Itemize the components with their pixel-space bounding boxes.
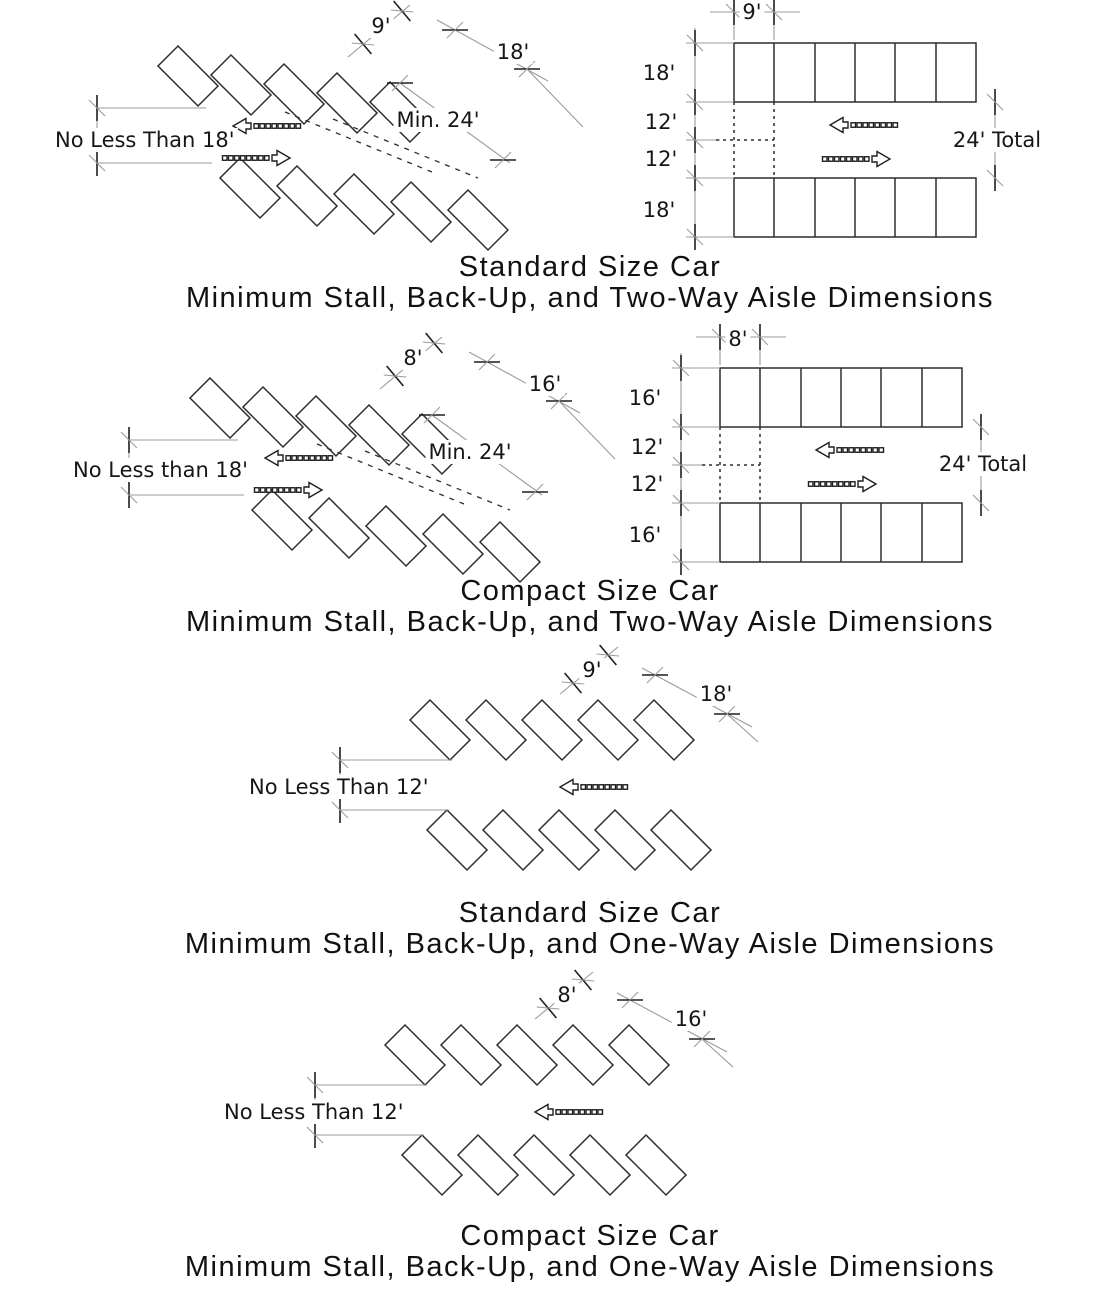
dim-label-half-aisle-top: 12' — [628, 435, 667, 459]
dim-label-aisle: Min. 24' — [425, 440, 514, 464]
title-line2: Minimum Stall, Back-Up, and One-Way Aisle Dimensions — [184, 1251, 996, 1283]
dim-label-backup: No Less Than 12' — [221, 1100, 407, 1124]
dim-label-stall-width: 8' — [725, 327, 750, 351]
title-line2: Minimum Stall, Back-Up, and Two-Way Aisle Dimensions — [185, 606, 995, 638]
dim-label-backup: No Less than 18' — [70, 458, 251, 482]
dim-label-stall-depth: 18' — [697, 682, 736, 706]
dim-label-half-aisle-bottom: 12' — [628, 472, 667, 496]
dim-label-aisle-total: 24' Total — [950, 128, 1044, 152]
dim-label-aisle-total: 24' Total — [936, 452, 1030, 476]
standard-two-way-perpendicular-linework — [686, 0, 1003, 250]
dim-label-stall-width: 9' — [368, 14, 393, 38]
standard-one-way-angled-linework — [332, 640, 758, 870]
compact-one-way-angled-linework — [307, 965, 733, 1195]
section-title-standard-one-way — [85, 898, 1095, 960]
title-line2: Minimum Stall, Back-Up, and Two-Way Aisle Dimensions — [185, 282, 995, 314]
standard-two-way-angled-linework — [89, 0, 583, 250]
dim-label-stall-width: 8' — [554, 983, 579, 1007]
dim-label-depth-bottom: 16' — [626, 523, 665, 547]
title-line1: Standard Size Car — [458, 251, 722, 283]
dim-label-aisle: Min. 24' — [393, 108, 482, 132]
section-title-compact-one-way — [85, 1221, 1095, 1283]
dim-label-stall-width: 8' — [400, 346, 425, 370]
dim-label-stall-depth: 16' — [672, 1007, 711, 1031]
dim-label-half-aisle-top: 12' — [642, 110, 681, 134]
dim-label-backup: No Less Than 18' — [52, 128, 238, 152]
section-title-standard-two-way — [85, 252, 1095, 314]
dim-label-backup: No Less Than 12' — [246, 775, 432, 799]
dim-label-depth-top: 16' — [626, 386, 665, 410]
title-line1: Standard Size Car — [458, 897, 722, 929]
compact-two-way-angled-linework — [121, 328, 615, 582]
dim-label-depth-bottom: 18' — [640, 198, 679, 222]
title-line1: Compact Size Car — [460, 575, 720, 607]
compact-two-way-perpendicular-linework — [672, 324, 989, 575]
dim-label-half-aisle-bottom: 12' — [642, 147, 681, 171]
title-line2: Minimum Stall, Back-Up, and One-Way Aisle Dimensions — [184, 928, 996, 960]
title-line1: Compact Size Car — [460, 1220, 720, 1252]
dim-label-depth-top: 18' — [640, 61, 679, 85]
dim-label-stall-width: 9' — [739, 0, 764, 24]
dim-label-stall-depth: 16' — [526, 372, 565, 396]
section-title-compact-two-way — [85, 576, 1095, 638]
dim-label-stall-depth: 18' — [494, 40, 533, 64]
dim-label-stall-width: 9' — [579, 658, 604, 682]
